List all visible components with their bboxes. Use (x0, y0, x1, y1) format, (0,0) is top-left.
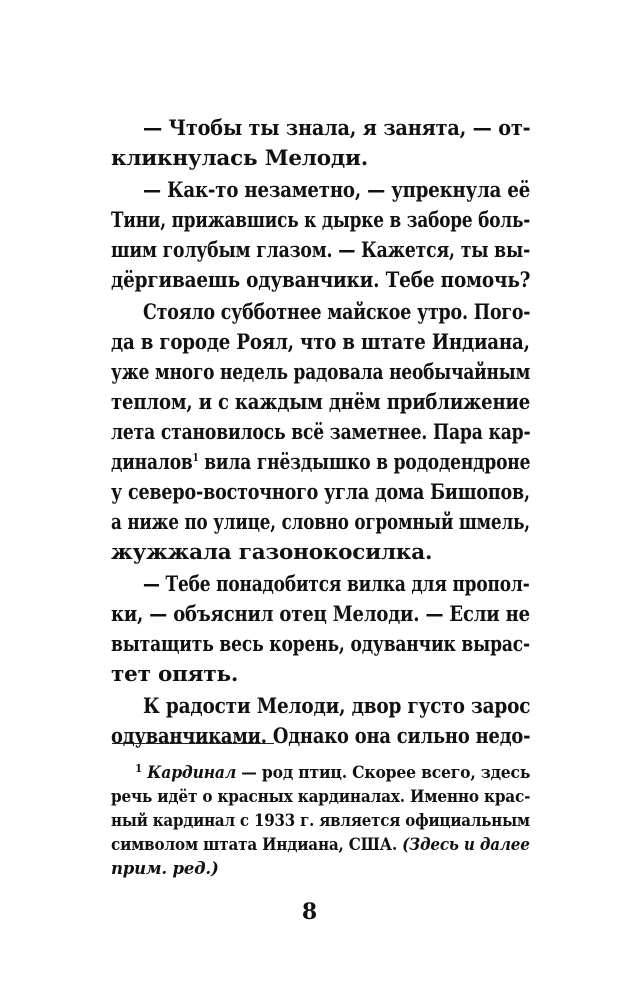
footnote-line (135, 761, 530, 785)
footnote-text: символом штата Индиана, США. (111, 835, 403, 854)
body-line: К радости Мелоди, двор густо зарос (143, 694, 531, 719)
body-line: — Тебе понадобится вилка для пропол- (143, 572, 530, 597)
body-line: одуванчиками. Однако она сильно недо- (111, 724, 531, 749)
body-line: у северо-восточного угла дома Бишопов, (111, 480, 530, 505)
footnote-line (111, 833, 530, 857)
page-number: 8 (301, 899, 318, 925)
body-line: уже много недель радовала необычайным (111, 360, 531, 385)
footnote-line: речь идёт о красных кардиналах. Именно крас- (111, 787, 531, 806)
body-line: да в городе Роял, что в штате Индиана, (111, 330, 530, 355)
body-line: вытащить весь корень, одуванчик вырас- (111, 632, 530, 657)
footnote-reference: 1 (192, 451, 199, 464)
footnote-marker: 1 (135, 762, 143, 775)
body-line: Стояло субботнее майское утро. Пого- (143, 300, 531, 325)
body-line: кликнулась Мелоди. (111, 146, 369, 171)
editor-note: прим. ред.) (111, 859, 219, 878)
body-text-segment: вила гнёздышко в рододендроне (198, 450, 531, 475)
footnote-line (111, 857, 219, 881)
body-line: дёргиваешь одуванчики. Тебе помочь? (111, 268, 531, 293)
body-line: ки, — объяснил отец Мелоди. — Если не (111, 602, 530, 627)
body-line: жужжала газонокосилка. (111, 540, 433, 565)
footnote-text: — род птиц. Скорее всего, здесь (236, 763, 531, 782)
body-text-segment: диналов (111, 450, 193, 475)
body-line: а ниже по улице, словно огромный шмель, (111, 510, 530, 535)
body-line (111, 448, 530, 478)
body-line: — Чтобы ты знала, я занята, — от- (143, 116, 531, 141)
body-line: теплом, и с каждым днём приближение (111, 390, 531, 415)
footnote-term: Кардинал (147, 763, 237, 782)
editor-note: (Здесь и далее (402, 835, 530, 854)
body-line: шим голубым глазом. — Кажется, ты вы- (111, 238, 531, 263)
body-line: тет опять. (111, 662, 239, 687)
body-line: лета становилось всё заметнее. Пара кар- (111, 420, 531, 445)
footnote-line: ный кардинал с 1933 г. является официальным (111, 811, 530, 830)
body-line: Тини, прижавшись к дырке в заборе боль- (111, 208, 531, 233)
body-line: — Как-то незаметно, — упрекнула её (143, 178, 531, 203)
footnote-separator (112, 743, 274, 744)
